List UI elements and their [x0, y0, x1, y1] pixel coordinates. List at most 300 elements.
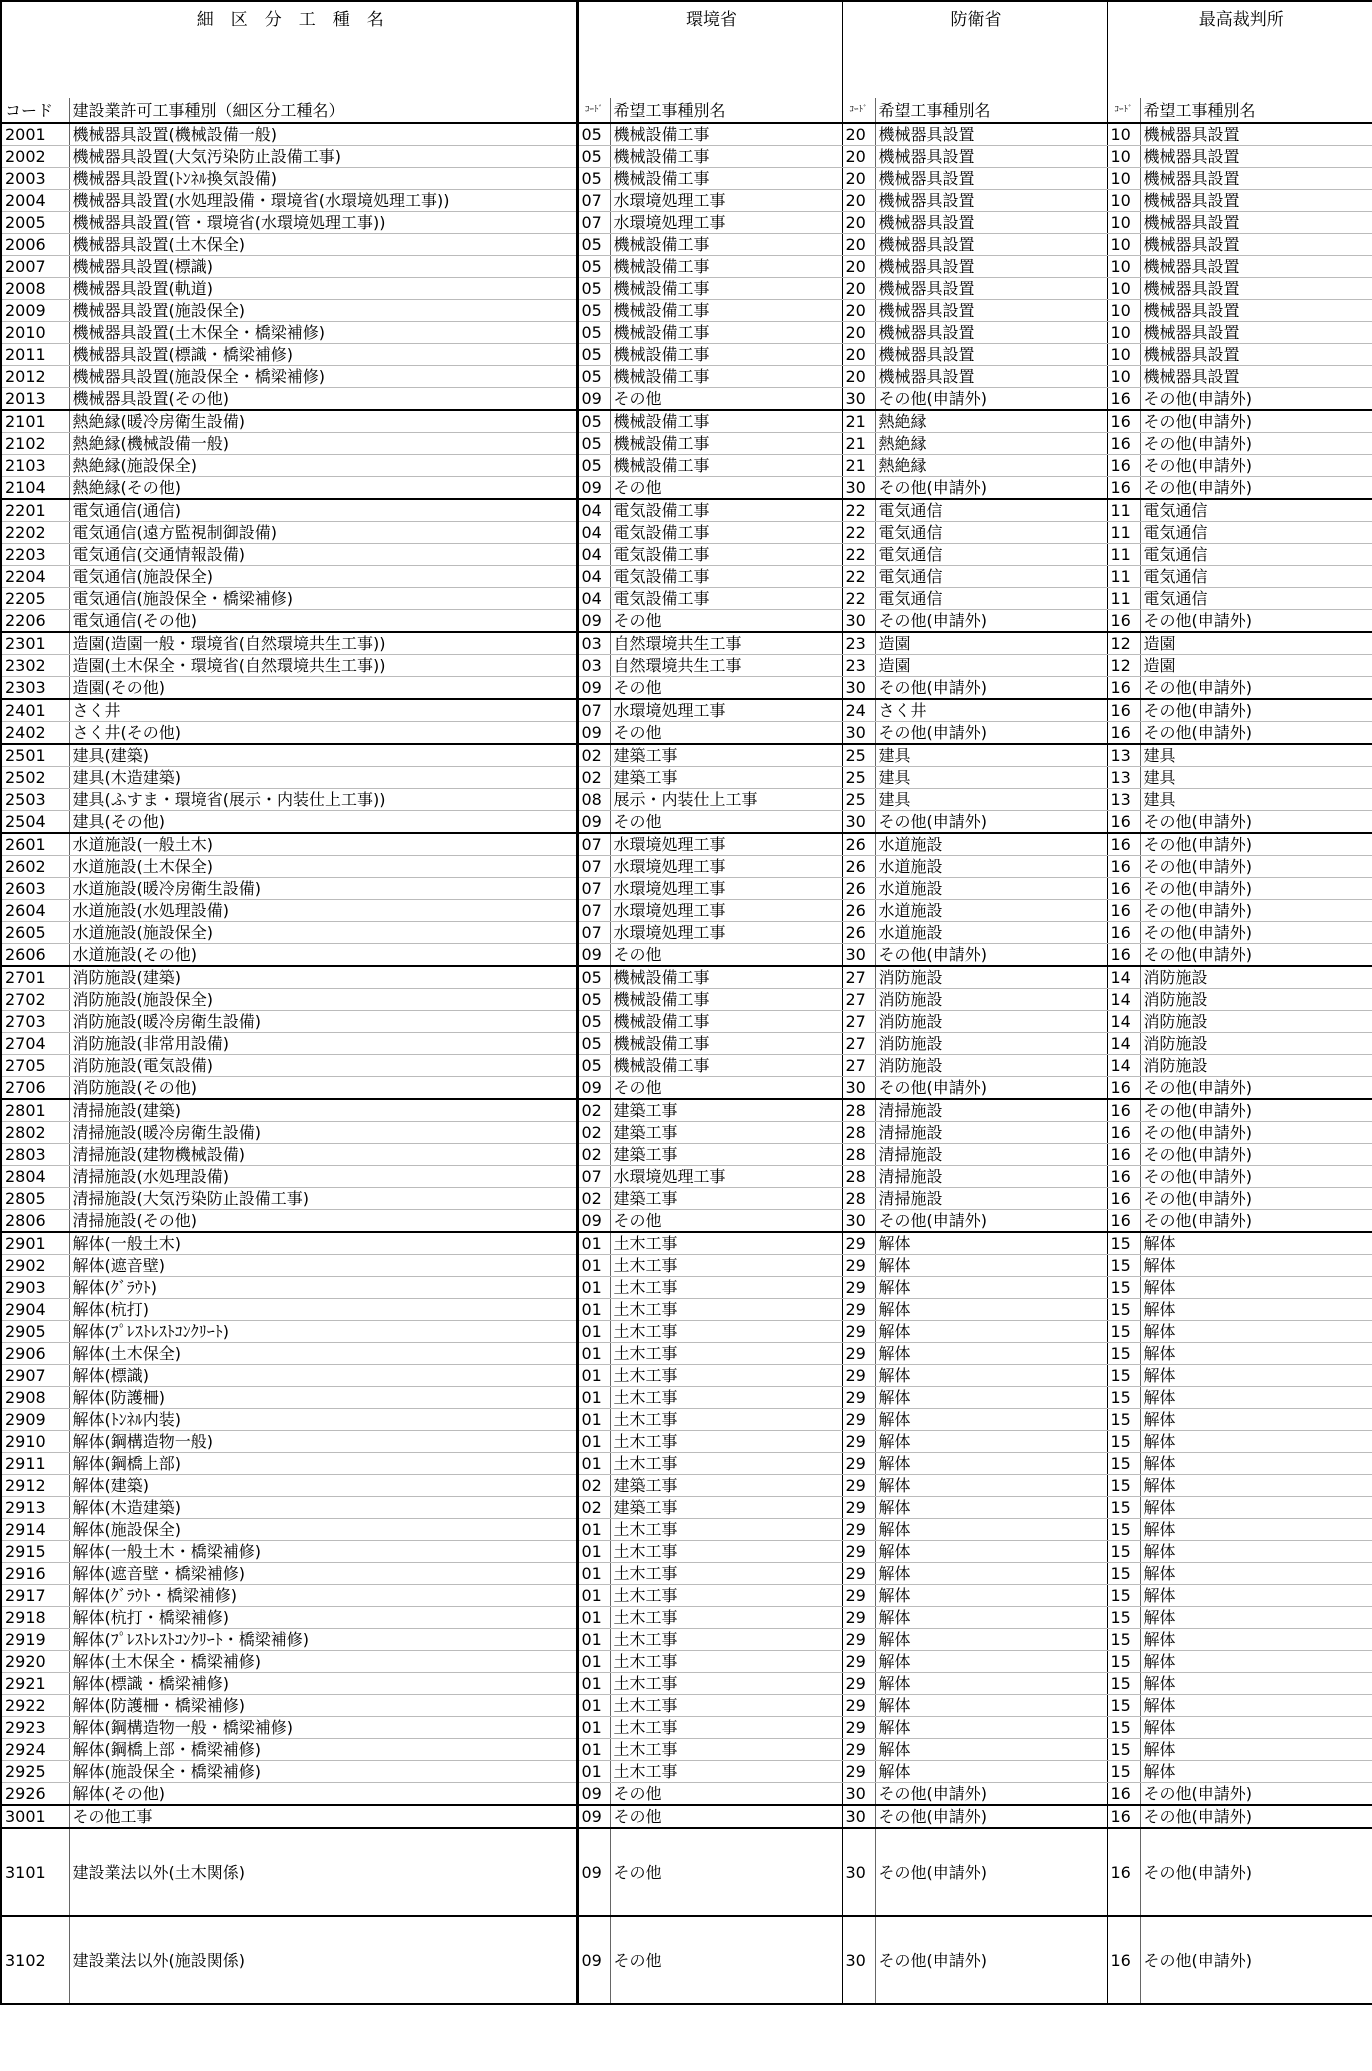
table-row [1, 1409, 1372, 1431]
env-code-cell: 05 [577, 123, 610, 146]
court-name-cell: 解体 [1140, 1739, 1372, 1761]
table-row [1, 856, 1372, 878]
def-name-cell: その他(申請外) [875, 722, 1107, 745]
name-cell: 電気通信(通信) [69, 499, 577, 522]
def-code-cell: 29 [842, 1717, 875, 1739]
court-code-column-header: ｺｰﾄﾞ [1107, 98, 1140, 123]
court-code-cell: 14 [1107, 989, 1140, 1011]
court-code-cell: 16 [1107, 677, 1140, 700]
def-name-cell: 水道施設 [875, 856, 1107, 878]
env-name-cell: その他 [610, 388, 842, 411]
court-name-cell: その他(申請外) [1140, 1099, 1372, 1122]
court-code-cell: 11 [1107, 566, 1140, 588]
env-code-cell: 01 [577, 1321, 610, 1343]
env-name-cell: その他 [610, 1077, 842, 1100]
court-code-cell: 10 [1107, 168, 1140, 190]
court-name-cell: 解体 [1140, 1761, 1372, 1783]
court-name-cell: その他(申請外) [1140, 1166, 1372, 1188]
def-code-cell: 29 [842, 1277, 875, 1299]
def-code-cell: 21 [842, 410, 875, 433]
code-cell: 2914 [1, 1519, 69, 1541]
env-code-cell: 09 [577, 722, 610, 745]
env-name-cell: 土木工事 [610, 1629, 842, 1651]
def-code-cell: 26 [842, 878, 875, 900]
court-code-cell: 15 [1107, 1387, 1140, 1409]
code-cell: 3102 [1, 1916, 69, 2004]
court-code-cell: 15 [1107, 1299, 1140, 1321]
code-cell: 2908 [1, 1387, 69, 1409]
env-code-cell: 05 [577, 433, 610, 455]
env-code-cell: 03 [577, 632, 610, 655]
court-name-cell: 解体 [1140, 1519, 1372, 1541]
name-cell: さく井 [69, 699, 577, 722]
court-code-cell: 16 [1107, 410, 1140, 433]
def-code-cell: 23 [842, 632, 875, 655]
env-name-cell: 土木工事 [610, 1453, 842, 1475]
def-name-cell: 消防施設 [875, 1055, 1107, 1077]
name-cell: 解体(遮音壁・橋梁補修) [69, 1563, 577, 1585]
name-cell: 解体(ﾌﾟﾚｽﾄﾚｽﾄｺﾝｸﾘｰﾄ) [69, 1321, 577, 1343]
court-code-cell: 16 [1107, 699, 1140, 722]
court-name-cell: その他(申請外) [1140, 1077, 1372, 1100]
table-row [1, 455, 1372, 477]
code-cell: 2905 [1, 1321, 69, 1343]
env-name-cell: その他 [610, 1210, 842, 1233]
court-code-cell: 15 [1107, 1255, 1140, 1277]
env-name-cell: その他 [610, 944, 842, 967]
court-name-cell: その他(申請外) [1140, 1188, 1372, 1210]
def-name-cell: その他(申請外) [875, 388, 1107, 411]
table-row [1, 256, 1372, 278]
court-code-cell: 10 [1107, 212, 1140, 234]
def-code-cell: 20 [842, 256, 875, 278]
court-code-cell: 15 [1107, 1321, 1140, 1343]
court-code-cell: 14 [1107, 1011, 1140, 1033]
def-code-cell: 20 [842, 123, 875, 146]
table-row [1, 1673, 1372, 1695]
name-cell: 機械器具設置(軌道) [69, 278, 577, 300]
env-name-cell: 水環境処理工事 [610, 900, 842, 922]
court-name-cell: その他(申請外) [1140, 410, 1372, 433]
name-cell: 解体(施設保全・橋梁補修) [69, 1761, 577, 1783]
env-name-cell: 水環境処理工事 [610, 699, 842, 722]
env-name-cell: その他 [610, 1805, 842, 1828]
name-cell: 解体(鋼橋上部・橋梁補修) [69, 1739, 577, 1761]
court-code-cell: 15 [1107, 1409, 1140, 1431]
def-name-cell: 解体 [875, 1475, 1107, 1497]
court-code-cell: 11 [1107, 522, 1140, 544]
name-column-header: 建設業許可工事種別（細区分工種名） [69, 98, 577, 123]
court-desired-column-header: 希望工事種別名 [1140, 98, 1372, 123]
court-code-cell: 15 [1107, 1673, 1140, 1695]
code-cell: 2906 [1, 1343, 69, 1365]
name-cell: 解体(防護柵・橋梁補修) [69, 1695, 577, 1717]
court-name-cell: 解体 [1140, 1585, 1372, 1607]
code-cell: 2915 [1, 1541, 69, 1563]
env-code-cell: 09 [577, 811, 610, 834]
def-name-cell: 建具 [875, 744, 1107, 767]
env-code-cell: 02 [577, 1144, 610, 1166]
court-name-cell: 解体 [1140, 1365, 1372, 1387]
env-code-cell: 05 [577, 278, 610, 300]
def-code-cell: 26 [842, 856, 875, 878]
name-cell: 消防施設(施設保全) [69, 989, 577, 1011]
def-code-cell: 29 [842, 1431, 875, 1453]
def-code-cell: 27 [842, 966, 875, 989]
def-name-cell: その他(申請外) [875, 1783, 1107, 1806]
env-code-cell: 01 [577, 1607, 610, 1629]
env-code-cell: 05 [577, 410, 610, 433]
court-code-cell: 16 [1107, 878, 1140, 900]
name-cell: 消防施設(その他) [69, 1077, 577, 1100]
env-code-cell: 01 [577, 1387, 610, 1409]
table-row [1, 123, 1372, 146]
env-name-cell: 建築工事 [610, 1497, 842, 1519]
def-name-cell: 造園 [875, 632, 1107, 655]
table-row [1, 1717, 1372, 1739]
court-code-cell: 16 [1107, 477, 1140, 500]
def-name-cell: 熱絶縁 [875, 410, 1107, 433]
def-code-cell: 30 [842, 811, 875, 834]
court-name-cell: 消防施設 [1140, 966, 1372, 989]
env-code-cell: 05 [577, 1011, 610, 1033]
name-cell: 機械器具設置(その他) [69, 388, 577, 411]
court-name-cell: その他(申請外) [1140, 1805, 1372, 1828]
env-name-cell: 水環境処理工事 [610, 878, 842, 900]
env-name-cell: 電気設備工事 [610, 544, 842, 566]
court-code-cell: 16 [1107, 856, 1140, 878]
env-code-cell: 07 [577, 212, 610, 234]
def-name-cell: 解体 [875, 1673, 1107, 1695]
code-cell: 2701 [1, 966, 69, 989]
env-code-cell: 01 [577, 1651, 610, 1673]
name-cell: 清掃施設(その他) [69, 1210, 577, 1233]
code-cell: 2702 [1, 989, 69, 1011]
name-cell: 建具(ふすま・環境省(展示・内装仕上工事)) [69, 789, 577, 811]
def-name-cell: その他(申請外) [875, 1077, 1107, 1100]
def-name-cell: 解体 [875, 1629, 1107, 1651]
code-cell: 2903 [1, 1277, 69, 1299]
env-name-cell: 水環境処理工事 [610, 922, 842, 944]
table-row [1, 900, 1372, 922]
code-cell: 2806 [1, 1210, 69, 1233]
table-row [1, 499, 1372, 522]
def-name-cell: その他(申請外) [875, 1805, 1107, 1828]
def-name-cell: 機械器具設置 [875, 190, 1107, 212]
name-cell: 清掃施設(水処理設備) [69, 1166, 577, 1188]
court-name-cell: その他(申請外) [1140, 1210, 1372, 1233]
env-name-cell: その他 [610, 477, 842, 500]
def-code-cell: 28 [842, 1122, 875, 1144]
env-name-cell: 機械設備工事 [610, 1033, 842, 1055]
court-name-cell: その他(申請外) [1140, 1144, 1372, 1166]
def-code-cell: 29 [842, 1232, 875, 1255]
env-name-cell: 建築工事 [610, 1475, 842, 1497]
code-cell: 2001 [1, 123, 69, 146]
env-name-cell: 機械設備工事 [610, 344, 842, 366]
name-cell: 解体(その他) [69, 1783, 577, 1806]
def-name-cell: 清掃施設 [875, 1122, 1107, 1144]
def-code-cell: 25 [842, 744, 875, 767]
table-row [1, 1585, 1372, 1607]
def-code-cell: 24 [842, 699, 875, 722]
def-name-cell: 解体 [875, 1431, 1107, 1453]
env-code-cell: 02 [577, 1475, 610, 1497]
def-name-cell: 解体 [875, 1321, 1107, 1343]
court-code-cell: 15 [1107, 1343, 1140, 1365]
code-cell: 2706 [1, 1077, 69, 1100]
def-name-cell: その他(申請外) [875, 811, 1107, 834]
env-code-column-header: ｺｰﾄﾞ [577, 98, 610, 123]
env-name-cell: 自然環境共生工事 [610, 655, 842, 677]
env-name-cell: 機械設備工事 [610, 1055, 842, 1077]
code-cell: 2703 [1, 1011, 69, 1033]
env-name-cell: 土木工事 [610, 1739, 842, 1761]
def-code-cell: 29 [842, 1475, 875, 1497]
code-cell: 2606 [1, 944, 69, 967]
table-row [1, 1299, 1372, 1321]
env-name-cell: 展示・内装仕上工事 [610, 789, 842, 811]
court-code-cell: 16 [1107, 455, 1140, 477]
env-code-cell: 01 [577, 1761, 610, 1783]
def-code-cell: 22 [842, 522, 875, 544]
def-name-cell: 水道施設 [875, 922, 1107, 944]
code-cell: 2909 [1, 1409, 69, 1431]
def-code-cell: 30 [842, 1805, 875, 1828]
env-name-cell: その他 [610, 811, 842, 834]
name-cell: 熱絶縁(暖冷房衛生設備) [69, 410, 577, 433]
court-name-cell: 解体 [1140, 1717, 1372, 1739]
def-name-cell: その他(申請外) [875, 1210, 1107, 1233]
table-row [1, 300, 1372, 322]
name-cell: 解体(防護柵) [69, 1387, 577, 1409]
table-row [1, 477, 1372, 500]
court-name-cell: 消防施設 [1140, 1033, 1372, 1055]
table-row [1, 212, 1372, 234]
code-cell: 2601 [1, 833, 69, 856]
code-cell: 2005 [1, 212, 69, 234]
env-code-cell: 05 [577, 966, 610, 989]
def-name-cell: 電気通信 [875, 544, 1107, 566]
def-name-cell: 解体 [875, 1365, 1107, 1387]
court-code-cell: 15 [1107, 1475, 1140, 1497]
court-name-cell: 解体 [1140, 1475, 1372, 1497]
env-name-cell: 建築工事 [610, 1099, 842, 1122]
table-row [1, 878, 1372, 900]
code-cell: 2910 [1, 1431, 69, 1453]
env-code-cell: 02 [577, 744, 610, 767]
court-name-cell: その他(申請外) [1140, 856, 1372, 878]
def-code-cell: 29 [842, 1629, 875, 1651]
court-name-cell: その他(申請外) [1140, 455, 1372, 477]
env-code-cell: 01 [577, 1673, 610, 1695]
court-name-cell: 機械器具設置 [1140, 344, 1372, 366]
court-name-cell: 機械器具設置 [1140, 300, 1372, 322]
court-code-cell: 16 [1107, 433, 1140, 455]
code-cell: 2504 [1, 811, 69, 834]
name-cell: 電気通信(施設保全・橋梁補修) [69, 588, 577, 610]
name-cell: 解体(土木保全・橋梁補修) [69, 1651, 577, 1673]
def-code-cell: 25 [842, 767, 875, 789]
env-code-cell: 05 [577, 455, 610, 477]
def-name-cell: 消防施設 [875, 1033, 1107, 1055]
def-code-cell: 30 [842, 477, 875, 500]
def-code-cell: 27 [842, 1011, 875, 1033]
env-code-cell: 01 [577, 1232, 610, 1255]
env-code-cell: 07 [577, 856, 610, 878]
table-row [1, 1033, 1372, 1055]
def-name-cell: 機械器具設置 [875, 212, 1107, 234]
court-code-cell: 16 [1107, 1166, 1140, 1188]
def-code-cell: 29 [842, 1299, 875, 1321]
court-code-cell: 15 [1107, 1431, 1140, 1453]
court-code-cell: 16 [1107, 1122, 1140, 1144]
env-code-cell: 05 [577, 146, 610, 168]
table-row [1, 1519, 1372, 1541]
table-row [1, 610, 1372, 633]
env-name-cell: 建築工事 [610, 1188, 842, 1210]
name-cell: その他工事 [69, 1805, 577, 1828]
def-code-cell: 29 [842, 1607, 875, 1629]
court-name-cell: 建具 [1140, 789, 1372, 811]
def-code-cell: 29 [842, 1387, 875, 1409]
env-code-cell: 01 [577, 1255, 610, 1277]
env-code-cell: 01 [577, 1519, 610, 1541]
env-code-cell: 09 [577, 1077, 610, 1100]
table-row [1, 1055, 1372, 1077]
agency-defense-header: 防衛省 [842, 1, 1107, 98]
env-code-cell: 01 [577, 1431, 610, 1453]
court-code-cell: 15 [1107, 1497, 1140, 1519]
def-code-cell: 20 [842, 322, 875, 344]
court-code-cell: 15 [1107, 1453, 1140, 1475]
name-cell: 解体(建築) [69, 1475, 577, 1497]
name-cell: 機械器具設置(機械設備一般) [69, 123, 577, 146]
env-code-cell: 09 [577, 677, 610, 700]
def-code-cell: 22 [842, 544, 875, 566]
env-code-cell: 01 [577, 1365, 610, 1387]
court-code-cell: 11 [1107, 544, 1140, 566]
name-cell: 水道施設(土木保全) [69, 856, 577, 878]
env-name-cell: 電気設備工事 [610, 588, 842, 610]
name-cell: 解体(ﾌﾟﾚｽﾄﾚｽﾄｺﾝｸﾘｰﾄ・橋梁補修) [69, 1629, 577, 1651]
code-cell: 2705 [1, 1055, 69, 1077]
header-row-columns [1, 98, 1372, 123]
code-cell: 2602 [1, 856, 69, 878]
code-cell: 2002 [1, 146, 69, 168]
code-cell: 2916 [1, 1563, 69, 1585]
code-cell: 2925 [1, 1761, 69, 1783]
env-name-cell: 土木工事 [610, 1673, 842, 1695]
code-cell: 2804 [1, 1166, 69, 1188]
court-code-cell: 15 [1107, 1541, 1140, 1563]
def-name-cell: 解体 [875, 1387, 1107, 1409]
def-code-cell: 29 [842, 1321, 875, 1343]
court-name-cell: 解体 [1140, 1629, 1372, 1651]
env-code-cell: 02 [577, 1122, 610, 1144]
court-name-cell: その他(申請外) [1140, 811, 1372, 834]
table-body [1, 123, 1372, 2004]
env-name-cell: 建築工事 [610, 767, 842, 789]
def-code-column-header: ｺｰﾄﾞ [842, 98, 875, 123]
env-name-cell: 機械設備工事 [610, 234, 842, 256]
court-name-cell: 機械器具設置 [1140, 168, 1372, 190]
court-name-cell: 解体 [1140, 1541, 1372, 1563]
code-cell: 2006 [1, 234, 69, 256]
code-cell: 2103 [1, 455, 69, 477]
def-name-cell: 熱絶縁 [875, 433, 1107, 455]
table-row [1, 1475, 1372, 1497]
code-cell: 2012 [1, 366, 69, 388]
def-name-cell: 機械器具設置 [875, 366, 1107, 388]
court-name-cell: その他(申請外) [1140, 944, 1372, 967]
def-name-cell: 消防施設 [875, 989, 1107, 1011]
court-name-cell: その他(申請外) [1140, 833, 1372, 856]
def-name-cell: その他(申請外) [875, 1828, 1107, 1916]
env-code-cell: 05 [577, 344, 610, 366]
court-name-cell: その他(申請外) [1140, 1783, 1372, 1806]
def-code-cell: 29 [842, 1651, 875, 1673]
table-row [1, 966, 1372, 989]
court-name-cell: 電気通信 [1140, 544, 1372, 566]
court-name-cell: 解体 [1140, 1321, 1372, 1343]
env-name-cell: 建築工事 [610, 1122, 842, 1144]
env-name-cell: その他 [610, 1783, 842, 1806]
table-row [1, 922, 1372, 944]
name-cell: 機械器具設置(施設保全・橋梁補修) [69, 366, 577, 388]
table-row [1, 989, 1372, 1011]
def-code-cell: 26 [842, 833, 875, 856]
table-row [1, 366, 1372, 388]
court-code-cell: 16 [1107, 1916, 1140, 2004]
env-name-cell: 機械設備工事 [610, 278, 842, 300]
env-name-cell: 土木工事 [610, 1717, 842, 1739]
env-name-cell: 機械設備工事 [610, 989, 842, 1011]
court-code-cell: 10 [1107, 256, 1140, 278]
table-row [1, 722, 1372, 745]
court-code-cell: 14 [1107, 966, 1140, 989]
court-code-cell: 10 [1107, 190, 1140, 212]
env-name-cell: 建築工事 [610, 1144, 842, 1166]
court-code-cell: 16 [1107, 1099, 1140, 1122]
name-cell: 機械器具設置(土木保全) [69, 234, 577, 256]
name-cell: 消防施設(建築) [69, 966, 577, 989]
court-code-cell: 14 [1107, 1055, 1140, 1077]
env-code-cell: 05 [577, 168, 610, 190]
env-name-cell: 機械設備工事 [610, 433, 842, 455]
def-code-cell: 23 [842, 655, 875, 677]
def-code-cell: 20 [842, 300, 875, 322]
code-cell: 2605 [1, 922, 69, 944]
def-name-cell: さく井 [875, 699, 1107, 722]
table-row [1, 699, 1372, 722]
code-cell: 2205 [1, 588, 69, 610]
code-cell: 2503 [1, 789, 69, 811]
court-code-cell: 10 [1107, 366, 1140, 388]
name-cell: 造園(その他) [69, 677, 577, 700]
court-name-cell: 造園 [1140, 655, 1372, 677]
def-code-cell: 29 [842, 1453, 875, 1475]
env-code-cell: 08 [577, 789, 610, 811]
code-cell: 2921 [1, 1673, 69, 1695]
code-cell: 2004 [1, 190, 69, 212]
def-name-cell: 清掃施設 [875, 1099, 1107, 1122]
code-cell: 2303 [1, 677, 69, 700]
def-code-cell: 28 [842, 1166, 875, 1188]
code-cell: 2920 [1, 1651, 69, 1673]
table-row [1, 1077, 1372, 1100]
name-cell: さく井(その他) [69, 722, 577, 745]
